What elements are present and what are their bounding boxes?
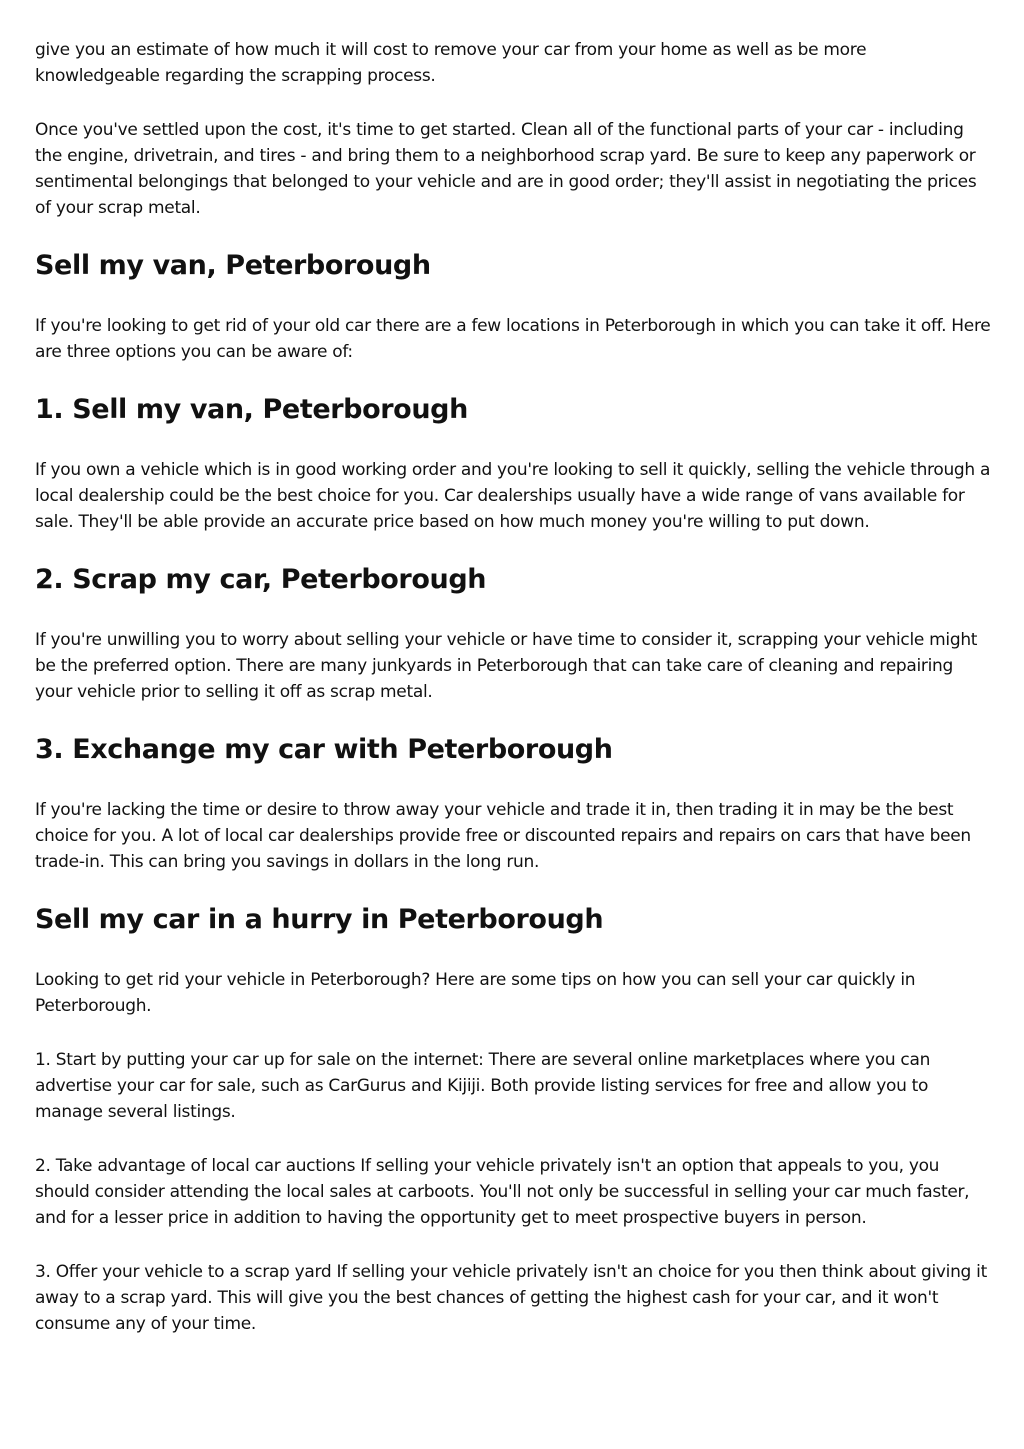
option-1-paragraph: If you own a vehicle which is in good working order and you're looking to sell it quickly, selling the vehicle through a local dealership could be the best choice for you. Car dealerships usually have a wide range of vans available for sale. They'll be able provide an accurate price based on how much money you're willing to put down. <box>35 460 991 532</box>
tip-3-paragraph: 3. Offer your vehicle to a scrap yard If selling your vehicle privately isn't an choice for you then think about giving it away to a scrap yard. This will give you the best chances of getting the highest cash for your car, and it won't consume any of your time. <box>35 1262 987 1334</box>
settled-cost-paragraph: Once you've settled upon the cost, it's time to get started. Clean all of the functional parts of your car - including the engine, drivetrain, and tires - and bring them to a neighborhood scrap yard. Be sure to keep any paperwork or sentimental belongings that belonged to your vehicle and are in good order; they'll assist in negotiating the prices of your scrap metal. <box>35 120 977 218</box>
heading-option-2: 2. Scrap my car, Peterborough <box>35 564 487 595</box>
option-3-paragraph: If you're lacking the time or desire to throw away your vehicle and trade it in, then trading it in may be the best choice for you. A lot of local car dealerships provide free or discounted repairs and repairs on cars that have been trade-in. This can bring you savings in dollars in the long run. <box>35 800 971 872</box>
heading-option-3: 3. Exchange my car with Peterborough <box>35 734 613 765</box>
option-2-paragraph: If you're unwilling you to worry about selling your vehicle or have time to consider it, scrapping your vehicle might be the preferred option. There are many junkyards in Peterborough that can take care of cleaning and repairing your vehicle prior to selling it off as scrap metal. <box>35 630 978 702</box>
document-body <box>35 37 995 1365</box>
hurry-paragraph: Looking to get rid your vehicle in Peterborough? Here are some tips on how you can sell your car quickly in Peterborough. <box>35 970 916 1016</box>
heading-sell-my-van: Sell my van, Peterborough <box>35 250 431 281</box>
intro-paragraph: give you an estimate of how much it will cost to remove your car from your home as well as be more knowledgeable regarding the scrapping process. <box>35 40 867 86</box>
heading-option-1: 1. Sell my van, Peterborough <box>35 394 468 425</box>
sell-van-paragraph: If you're looking to get rid of your old car there are a few locations in Peterborough in which you can take it off. Here are three options you can be aware of: <box>35 316 991 362</box>
tip-1-paragraph: 1. Start by putting your car up for sale on the internet: There are several online marketplaces where you can advertise your car for sale, such as CarGurus and Kijiji. Both provide listing services for free and allow you to manage several listings. <box>35 1050 931 1122</box>
tip-2-paragraph: 2. Take advantage of local car auctions If selling your vehicle privately isn't an option that appeals to you, you should consider attending the local sales at carboots. You'll not only be successful in selling your car much faster, and for a lesser price in addition to having the opportunity get to meet prospective buyers in person. <box>35 1156 970 1228</box>
heading-sell-in-hurry: Sell my car in a hurry in Peterborough <box>35 904 604 935</box>
